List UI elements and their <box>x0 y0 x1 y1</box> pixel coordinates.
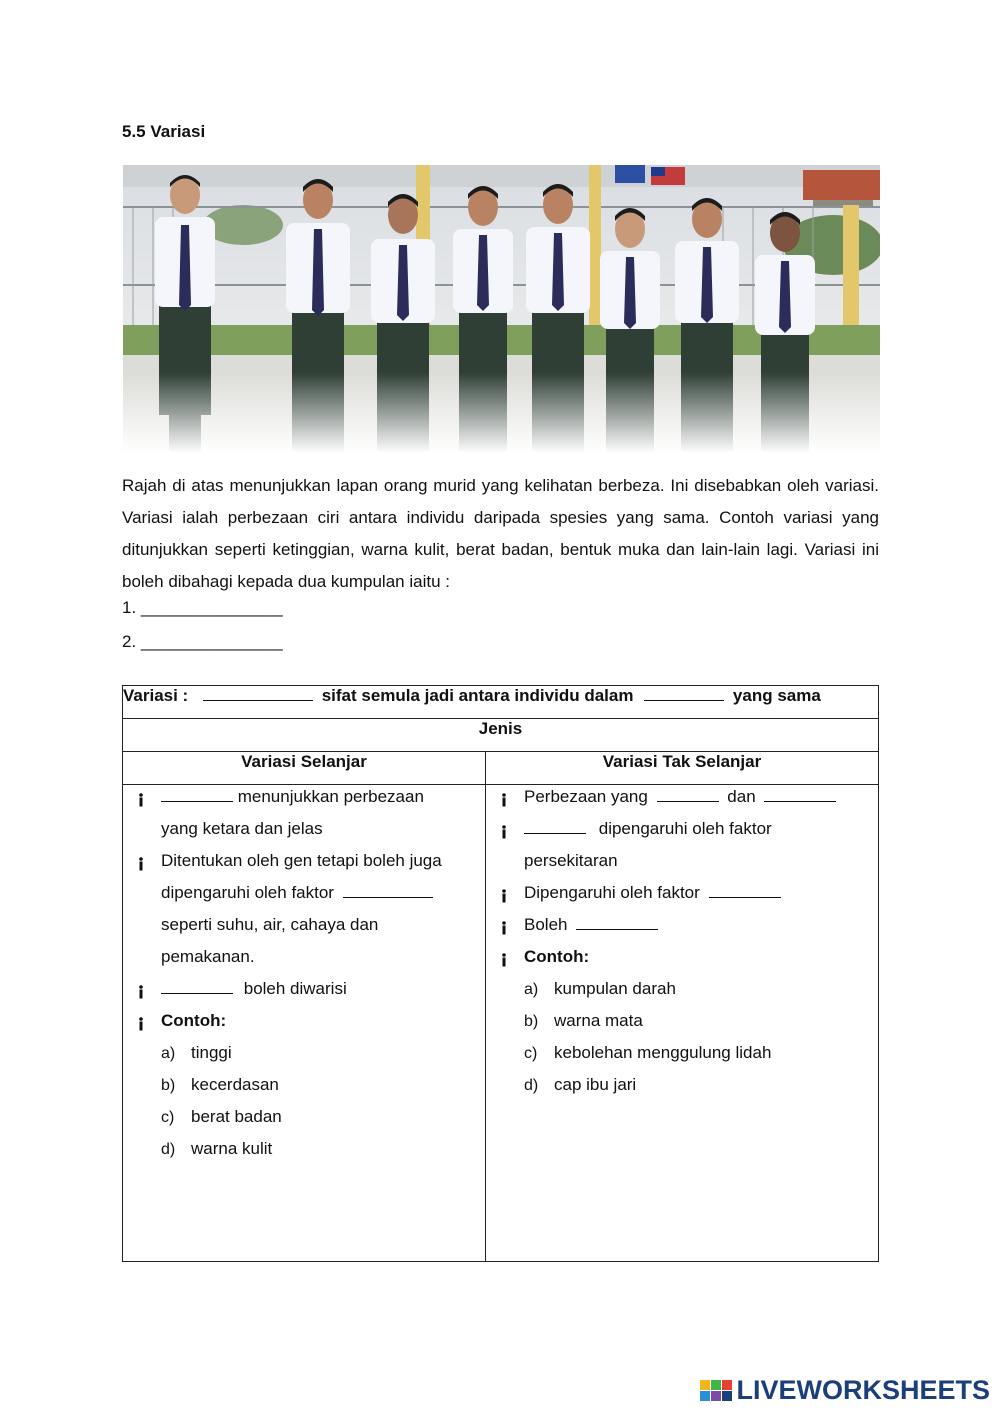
intro-paragraph: Rajah di atas menunjukkan lapan orang murid yang kelihatan berbeza. Ini disebabkan oleh variasi. Variasi ialah perbezaan ciri antara individu daripada spesies yang sama. Contoh variasi yang ditunjukkan seperti ketinggian, warna kulit, berat badan, bentuk muka dan lain-lain lagi. Variasi ini boleh dibahagi kepada dua kumpulan iaitu : <box>122 476 879 591</box>
left-example-item: a) tinggi <box>161 1043 232 1062</box>
left-b2-cont2: seperti suhu, air, cahaya dan <box>161 915 379 934</box>
students-illustration <box>123 165 880 453</box>
left-column-header: Variasi Selanjar <box>123 752 486 785</box>
definition-part2: yang sama <box>732 686 821 705</box>
definition-label: Variasi : <box>123 686 189 705</box>
right-b2-text: dipengaruhi oleh faktor <box>598 819 772 838</box>
answer-blank-1[interactable]: 1. _______________ <box>122 598 283 617</box>
left-example-item: b) kecerdasan <box>161 1075 279 1094</box>
right-example-item: d) cap ibu jari <box>524 1075 637 1094</box>
right-b1-and: dan <box>727 787 756 806</box>
right-blank-1[interactable] <box>657 787 719 802</box>
right-b1-text: Perbezaan yang <box>524 787 648 806</box>
left-blank-2[interactable] <box>343 883 433 898</box>
left-blank-3[interactable] <box>161 979 233 994</box>
left-column-body <box>123 785 486 1262</box>
jenis-header: Jenis <box>123 719 879 752</box>
logo-text: LIVEWORKSHEETS <box>736 1375 990 1405</box>
right-column-body <box>486 785 879 1262</box>
logo-mark-icon <box>700 1380 732 1401</box>
left-b1-text: menunjukkan perbezaan <box>237 787 424 806</box>
left-blank-1[interactable] <box>161 787 233 802</box>
right-blank-5[interactable] <box>576 915 658 930</box>
left-b2-text: Ditentukan oleh gen tetapi boleh juga <box>161 851 442 870</box>
left-b2-cont3: pemakanan. <box>161 947 255 966</box>
right-blank-4[interactable] <box>709 883 781 898</box>
right-b3-text: Dipengaruhi oleh faktor <box>524 883 700 902</box>
right-b2-cont: persekitaran <box>524 851 618 870</box>
variation-table <box>122 685 879 1262</box>
right-column-header: Variasi Tak Selanjar <box>486 752 879 785</box>
left-example-item: c) berat badan <box>161 1107 282 1126</box>
right-example-heading: Contoh: <box>524 947 590 966</box>
right-example-item: c) kebolehan menggulung lidah <box>524 1043 772 1062</box>
section-title: 5.5 Variasi <box>122 122 206 141</box>
right-blank-2[interactable] <box>764 787 836 802</box>
definition-blank-1[interactable] <box>203 686 313 701</box>
right-example-item: b) warna mata <box>524 1011 643 1030</box>
liveworksheets-logo[interactable] <box>700 1375 990 1406</box>
left-b1-cont: yang ketara dan jelas <box>161 819 323 838</box>
left-example-item: d) warna kulit <box>161 1139 273 1158</box>
definition-part1: sifat semula jadi antara individu dalam <box>321 686 634 705</box>
left-example-heading: Contoh: <box>161 1011 227 1030</box>
definition-row <box>123 686 879 719</box>
right-example-item: a) kumpulan darah <box>524 979 676 998</box>
definition-blank-2[interactable] <box>644 686 724 701</box>
left-b2-cont1: dipengaruhi oleh faktor <box>161 883 334 902</box>
right-b4-text: Boleh <box>524 915 568 934</box>
right-blank-3[interactable] <box>524 819 586 834</box>
answer-blank-2[interactable]: 2. _______________ <box>122 632 283 651</box>
left-b3-text: boleh diwarisi <box>243 979 347 998</box>
students-photo <box>123 165 880 453</box>
